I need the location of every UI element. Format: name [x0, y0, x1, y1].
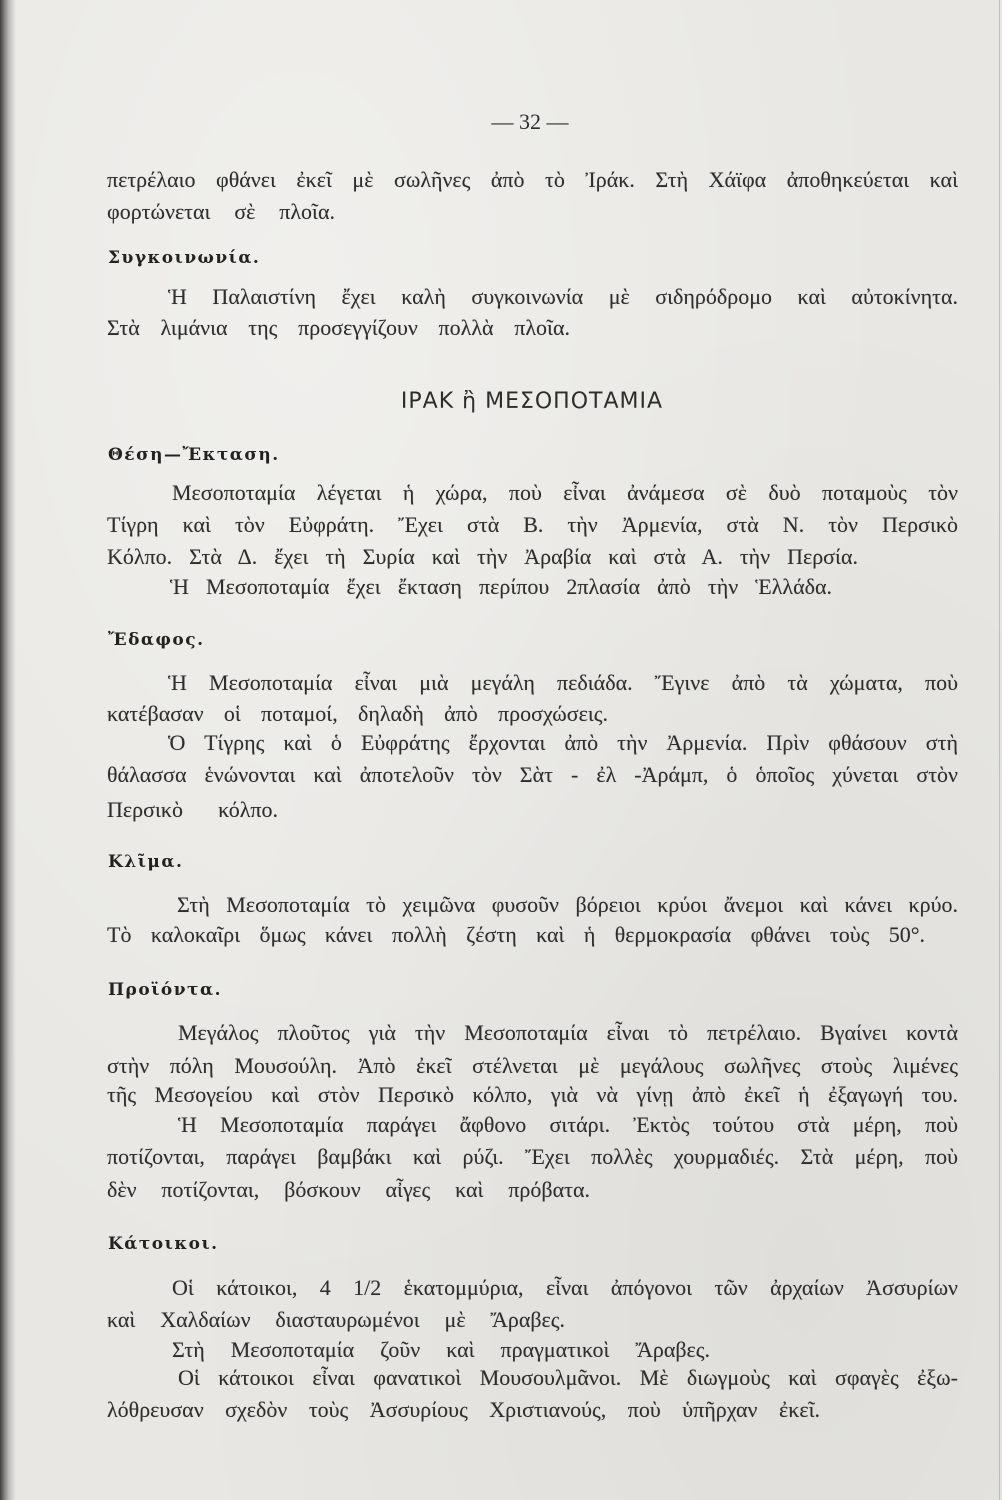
text-line: Περσικὸ κόλπο.: [107, 797, 278, 822]
text-line: φορτώνεται σὲ πλοῖα.: [107, 199, 335, 224]
text-line: καὶ Χαλδαίων διασταυρωμένοι μὲ Ἄραβες.: [107, 1307, 565, 1332]
page-number: — 32 —: [491, 109, 569, 134]
text-line: Ἡ Μεσοποταμία παράγει ἄφθονο σιτάρι. Ἐκτὸς τούτου στὰ μέρη, ποὺ: [178, 1112, 958, 1137]
chapter-title: ΙΡΑΚ ἢ ΜΕΣΟΠΟΤΑΜΙΑ: [400, 389, 664, 414]
text-line: Ἡ Παλαιστίνη ἔχει καλὴ συγκοινωνία μὲ σιδηρόδρομο καὶ αὐτοκίνητα.: [168, 284, 958, 309]
section-heading: Ἔδαφος.: [108, 630, 205, 650]
text-line: πετρέλαιο φθάνει ἐκεῖ μὲ σωλῆνες ἀπὸ τὸ Ἰράκ. Στὴ Χάϊφα ἀποθηκεύεται καὶ: [107, 167, 958, 192]
text-line: λόθρευσαν σχεδὸν τοὺς Ἀσσυρίους Χριστιανούς, ποὺ ὑπῆρχαν ἐκεῖ.: [107, 1397, 820, 1422]
text-line: κατέβασαν οἱ ποταμοί, δηλαδὴ ἀπὸ προσχώσεις.: [107, 701, 608, 726]
text-line: θάλασσα ἑνώνονται καὶ ἀποτελοῦν τὸν Σὰτ - ἐλ -Ἀράμπ, ὁ ὁποῖος χύνεται στὸν: [107, 762, 958, 787]
text-line: στὴν πόλη Μουσούλη. Ἀπὸ ἐκεῖ στέλνεται μὲ μεγάλους σωλῆνες στοὺς λιμένες: [107, 1053, 958, 1078]
text-line: Στὴ Μεσοποταμία τὸ χειμῶνα φυσοῦν βόρειοι κρύοι ἄνεμοι καὶ κάνει κρύο.: [177, 892, 958, 917]
text-line: δὲν ποτίζονται, βόσκουν αἶγες καὶ πρόβατα.: [107, 1177, 590, 1202]
section-heading: Συγκοινωνία.: [108, 248, 261, 268]
text-line: Στὴ Μεσοποταμία ζοῦν καὶ πραγματικοὶ Ἄραβες.: [172, 1337, 710, 1362]
text-line: Κόλπο. Στὰ Δ. ἔχει τὴ Συρία καὶ τὴν Ἀραβία καὶ στὰ Α. τὴν Περσία.: [107, 544, 858, 569]
text-line: Οἱ κάτοικοι, 4 1/2 ἑκατομμύρια, εἶναι ἀπόγονοι τῶν ἀρχαίων Ἀσσυρίων: [172, 1275, 958, 1300]
section-heading: Κάτοικοι.: [108, 1234, 219, 1254]
text-line: Οἱ κάτοικοι εἶναι φανατικοὶ Μουσουλμᾶνοι. Μὲ διωγμοὺς καὶ σφαγὲς ἐξω-: [178, 1365, 958, 1390]
text-line: Ὁ Τίγρης καὶ ὁ Εὐφράτης ἔρχονται ἀπὸ τὴν Ἀρμενία. Πρὶν φθάσουν στὴ: [168, 730, 958, 755]
section-heading: Θέση—Ἔκταση.: [108, 445, 280, 465]
section-heading: Προϊόντα.: [108, 980, 222, 1000]
text-line: Ἡ Μεσοποταμία εἶναι μιὰ μεγάλη πεδιάδα. Ἔγινε ἀπὸ τὰ χώματα, ποὺ: [168, 670, 958, 695]
page-edge-line: [999, 0, 1000, 1500]
text-line: Μεσοποταμία λέγεται ἡ χώρα, ποὺ εἶναι ἀνάμεσα σὲ δυὸ ποταμοὺς τὸν: [172, 480, 958, 505]
text-line: τῆς Μεσογείου καὶ στὸν Περσικὸ κόλπο, γιὰ νὰ γίνῃ ἀπὸ ἐκεῖ ἡ ἐξαγωγή του.: [107, 1082, 958, 1107]
text-line: Στὰ λιμάνια της προσεγγίζουν πολλὰ πλοῖα.: [107, 315, 570, 340]
text-line: ποτίζονται, παράγει βαμβάκι καὶ ρύζι. Ἔχει πολλὲς χουρμαδιές. Στὰ μέρη, ποὺ: [107, 1144, 958, 1169]
text-line: Ἡ Μεσοποταμία ἔχει ἔκταση περίπου 2πλασία ἀπὸ τὴν Ἑλλάδα.: [170, 574, 832, 599]
text-line: Τίγρη καὶ τὸν Εὐφράτη. Ἔχει στὰ Β. τὴν Ἀρμενία, στὰ Ν. τὸν Περσικὸ: [107, 512, 958, 537]
section-heading: Κλῖμα.: [108, 852, 184, 872]
text-line: Τὸ καλοκαῖρι ὅμως κάνει πολλὴ ζέστη καὶ ἡ θερμοκρασία φθάνει τοὺς 50°.: [107, 922, 925, 947]
page-edge-shadow: [0, 0, 16, 1500]
text-line: Μεγάλος πλοῦτος γιὰ τὴν Μεσοποταμία εἶναι τὸ πετρέλαιο. Βγαίνει κοντὰ: [178, 1020, 958, 1045]
